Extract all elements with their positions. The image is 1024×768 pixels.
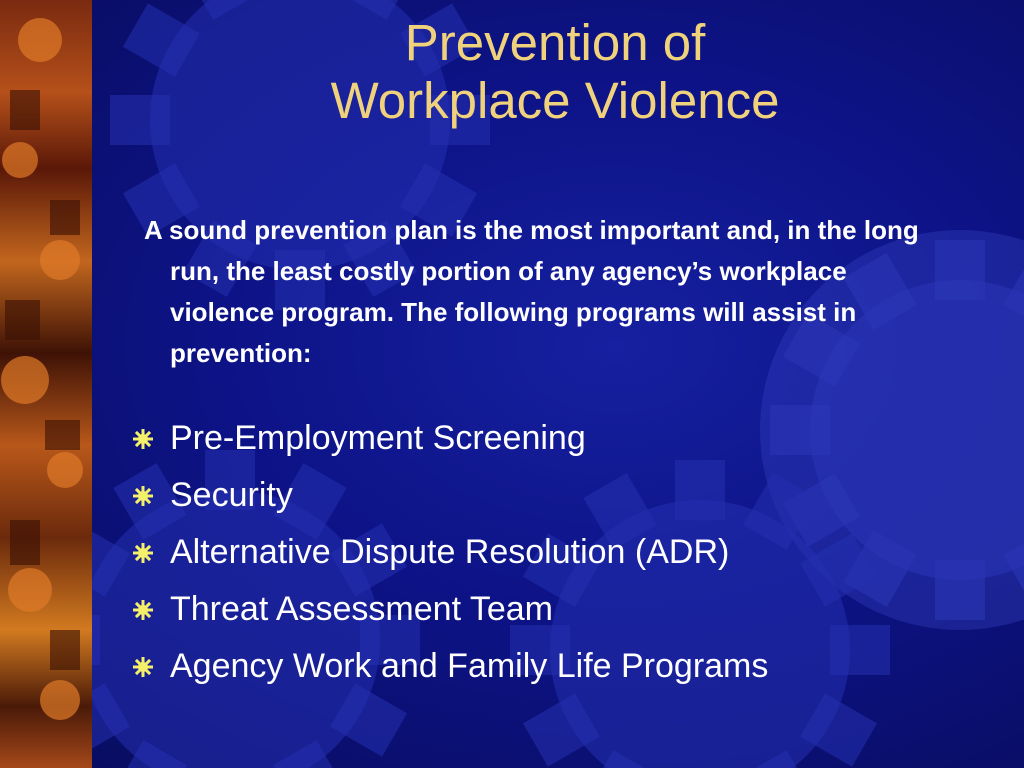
sunburst-bullet-icon (132, 485, 154, 507)
bullet-text: Security (170, 476, 293, 514)
sunburst-bullet-icon (132, 542, 154, 564)
bullet-item (132, 410, 768, 467)
bullet-item (132, 638, 768, 695)
bullet-list (132, 410, 768, 695)
sunburst-bullet-icon (132, 656, 154, 678)
intro-paragraph: A sound prevention plan is the most important and, in the long run, the least costly portion of any agency’s workplace violence program. The following programs will assist in prevention: (144, 215, 919, 368)
bullet-text: Agency Work and Family Life Programs (170, 647, 769, 685)
bullet-text: Alternative Dispute Resolution (ADR) (170, 533, 730, 571)
slide-title (200, 14, 910, 130)
title-line-2: Workplace Violence (330, 72, 780, 129)
bullet-item (132, 467, 768, 524)
decorative-side-strip (0, 0, 92, 768)
sunburst-bullet-icon (132, 599, 154, 621)
bullet-text: Pre-Employment Screening (170, 419, 586, 457)
sunburst-bullet-icon (132, 428, 154, 450)
bullet-item (132, 524, 768, 581)
bullet-item (132, 581, 768, 638)
bullet-text: Threat Assessment Team (170, 590, 553, 628)
title-line-1: Prevention of (404, 14, 706, 71)
